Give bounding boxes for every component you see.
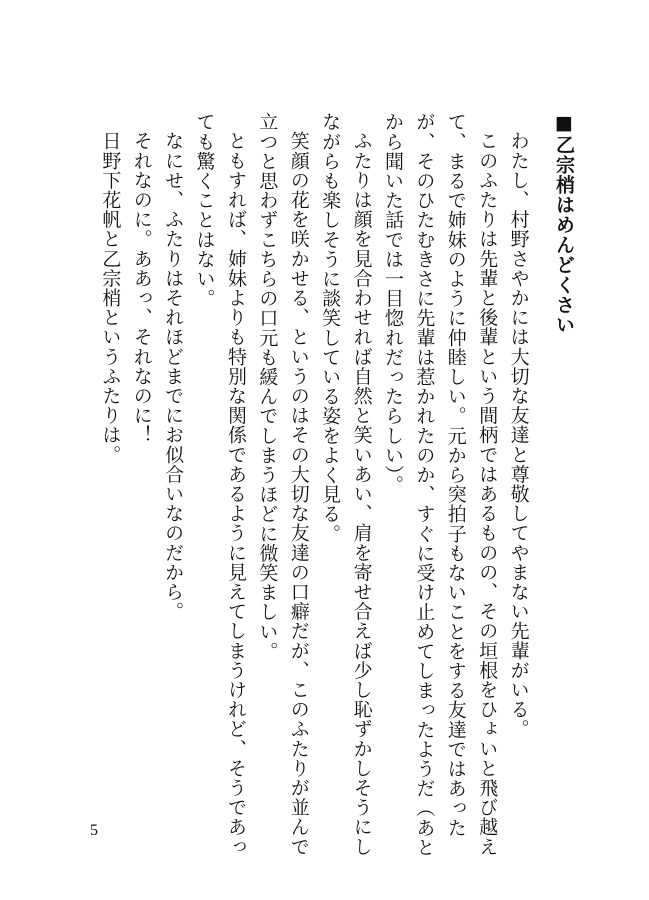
paragraph-7: それなのに。ああっ、それなのに！ [130, 131, 153, 445]
paragraph-4: 笑顔の花を咲かせる、というのはその大切な友達の口癖だが、このふたりが並んで立つと思わずこちらの口元も緩んでしまうほどに微笑ましい。 [256, 112, 310, 857]
paragraph-3: ふたりは顔を見合わせれば自然と笑いあい、肩を寄せ合えば少し恥ずかしそうにしながらも楽しそうに談笑している姿をよく見る。 [319, 112, 373, 857]
paragraph-8: 日野下花帆と乙宗梢というふたりは。 [99, 131, 122, 465]
paragraph-5: ともすれば、姉妹よりも特別な関係であるように見えてしまうけれど、そうであっても驚くことはない。 [193, 112, 247, 857]
paragraph-1: わたし、村野さやかには大切な友達と尊敬してやまない先輩がいる。 [507, 131, 530, 739]
page-number: 5 [90, 822, 98, 839]
paragraph-6: なにせ、ふたりはそれほどまでにお似合いなのだから。 [162, 131, 185, 621]
chapter-title: ■乙宗梢はめんどくさい [553, 112, 575, 335]
vertical-text-block [94, 112, 579, 872]
paragraph-2: このふたりは先輩と後輩という間柄ではあるものの、その垣根をひょいと飛び越えて、まるで姉妹のように仲睦しい。元から突拍子もないことをする友達ではあったが、そのひたむきさに先輩は惹かれたのか、すぐに受け止めてしまったようだ（あとから聞いた話では一目惚れだったらしい）。 [381, 112, 499, 857]
